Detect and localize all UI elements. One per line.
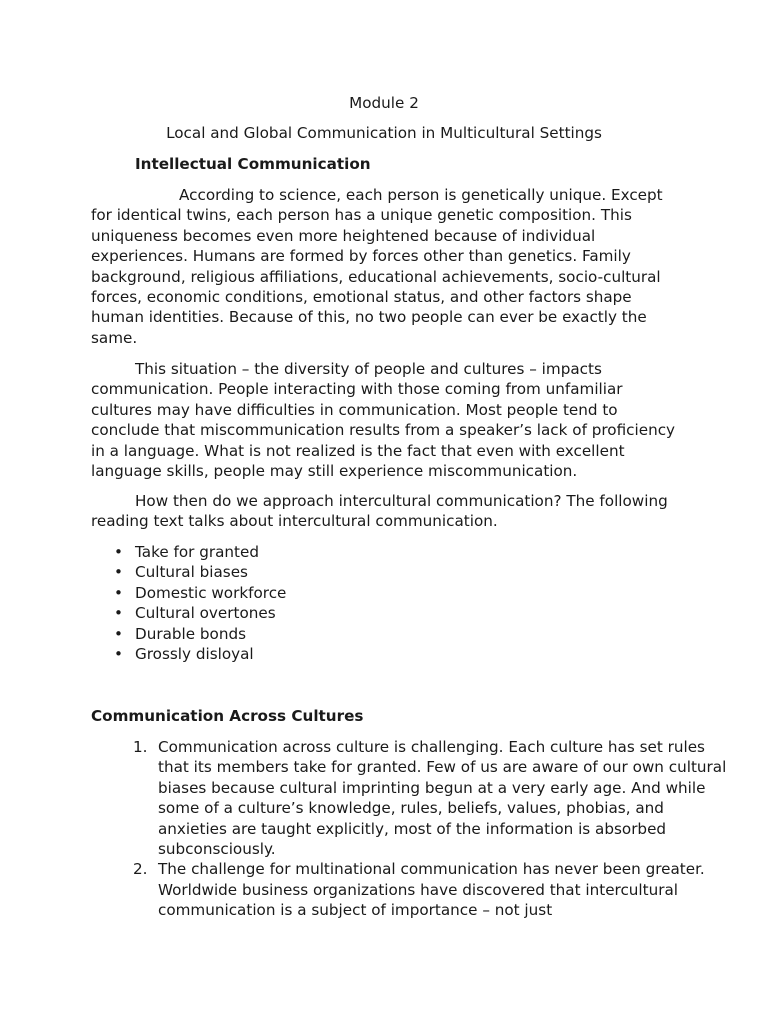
numbered-list [133, 737, 733, 921]
paragraph: According to science, each person is genetically unique. Except for identical twins, each person has a unique genetic composition. This uniqueness becomes even more heightened because of individual experiences. Humans are formed by forces other than genetics. Family background, religious affiliations, educational achievements, socio-cultural forces, economic conditions, emotional status, and other factors shape human identities. Because of this, no two people can ever be exactly the same. [91, 186, 663, 347]
numbered-item [133, 859, 733, 920]
numbered-item [133, 737, 733, 859]
numbered-item-text: Communication across culture is challenging. Each culture has set rules that its members take for granted. Few of us are aware of our own cultural biases because cultural imprinting begun at a very early age. And while some of a culture’s knowledge, rules, beliefs, values, phobias, and anxieties are taught explicitly, most of the information is absorbed subconsciously. [158, 738, 727, 859]
list-item [110, 624, 286, 644]
list-item [110, 583, 286, 603]
module-subtitle: Local and Global Communication in Multicultural Settings [166, 124, 602, 142]
list-item-text: Grossly disloyal [135, 644, 254, 663]
paragraph: How then do we approach intercultural communication? The following reading text talks about intercultural communication. [91, 492, 668, 531]
bullet-icon: • [114, 563, 123, 582]
bullet-list [110, 542, 286, 664]
list-item-text: Cultural biases [135, 563, 248, 582]
bullet-icon: • [114, 624, 123, 643]
list-item-text: Durable bonds [135, 624, 247, 643]
module-title: Module 2 [349, 94, 419, 112]
list-item [110, 603, 286, 623]
numbered-item-text: The challenge for multinational communication has never been greater. Worldwide business organizations have discovered that intercultural communication is a subject of importance – not just [158, 860, 705, 920]
list-item [110, 562, 286, 582]
bullet-icon: • [114, 604, 123, 623]
paragraph: This situation – the diversity of people and cultures – impacts communication. People interacting with those coming from unfamiliar cultures may have difficulties in communication. Most people tend to conclude that miscommunication results from a speaker’s lack of proficiency in a language. What is not realized is the fact that even with excellent language skills, people may still experience miscommunication. [91, 360, 676, 481]
item-number: 2. [133, 860, 148, 879]
section-heading-communication-across-cultures: Communication Across Cultures [91, 707, 364, 725]
list-item [110, 542, 286, 562]
item-number: 1. [133, 738, 148, 756]
bullet-icon: • [114, 543, 123, 561]
bullet-icon: • [114, 644, 123, 663]
section-heading-intellectual-communication: Intellectual Communication [135, 155, 371, 173]
list-item-text: Take for granted [135, 543, 259, 561]
bullet-icon: • [114, 583, 123, 602]
list-item-text: Domestic workforce [135, 583, 287, 602]
list-item-text: Cultural overtones [135, 604, 276, 623]
list-item [110, 644, 286, 664]
